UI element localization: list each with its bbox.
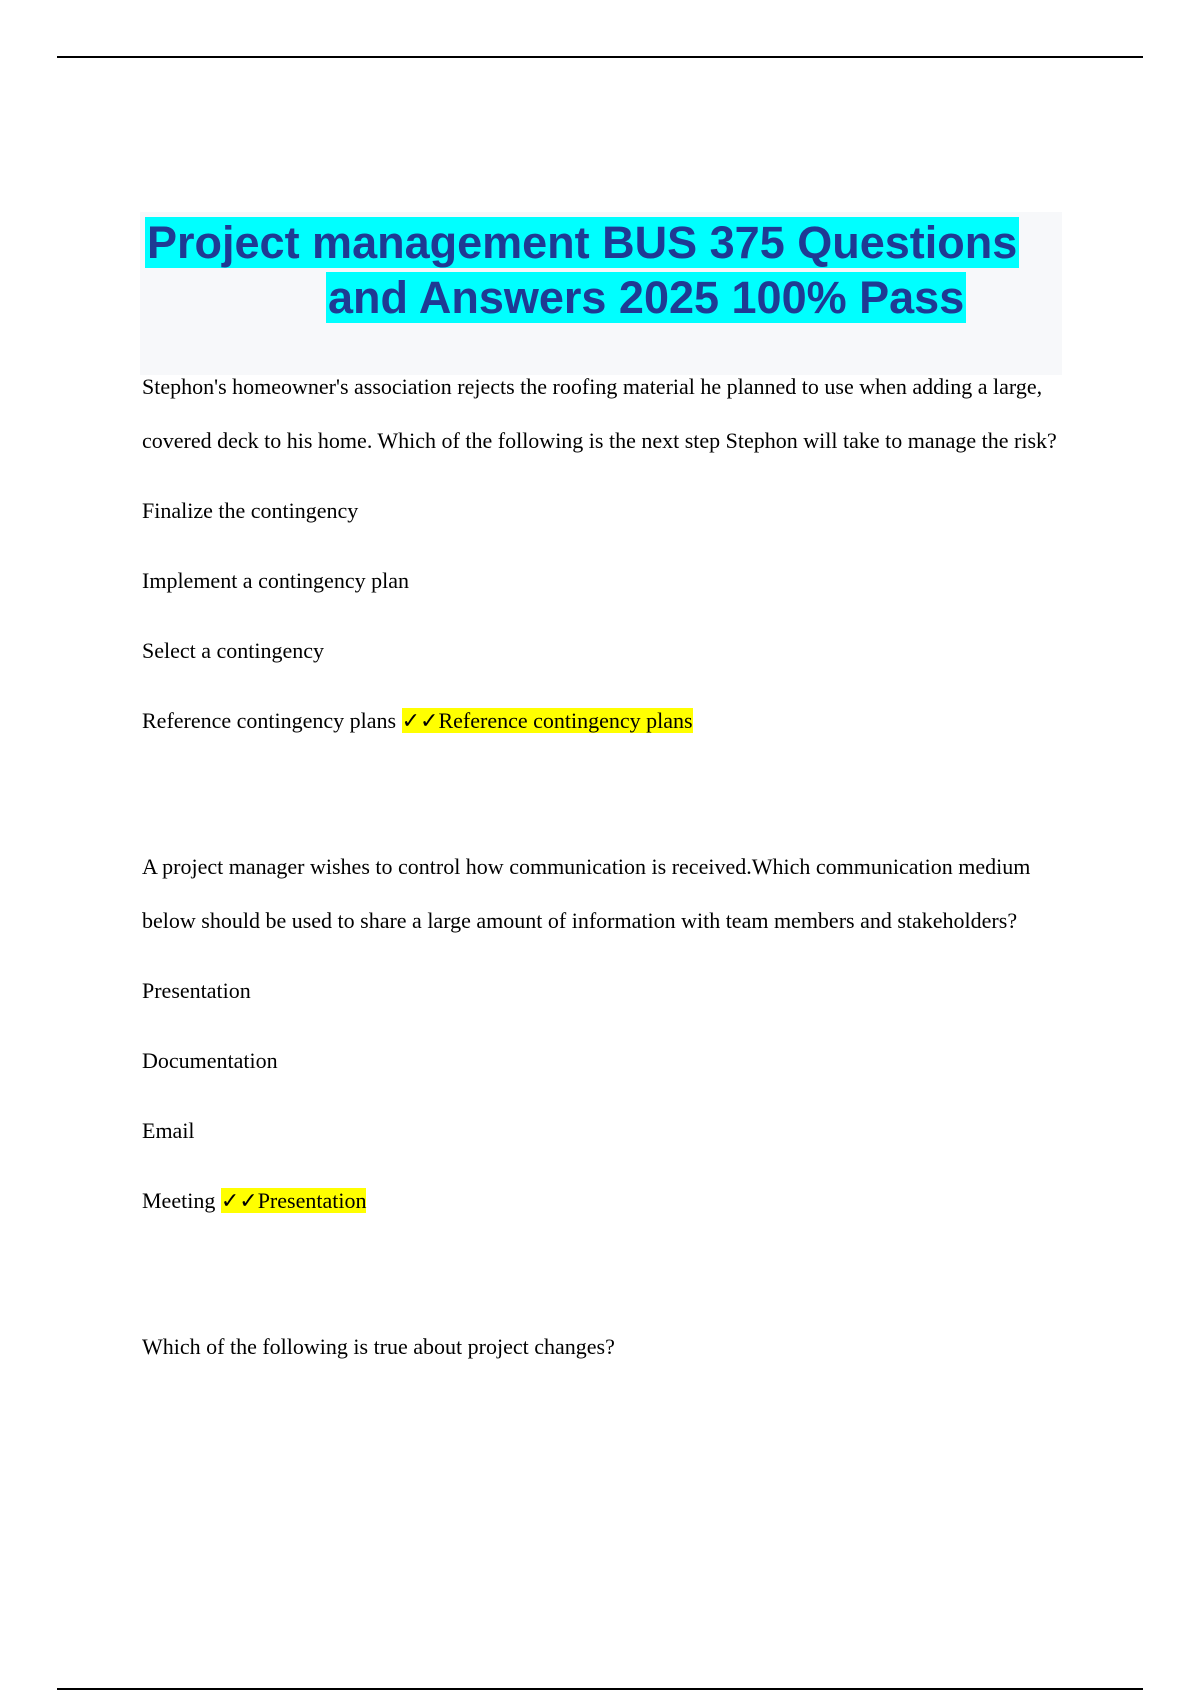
answer-option: Email bbox=[142, 1118, 195, 1143]
spacer bbox=[142, 748, 1062, 840]
top-rule bbox=[57, 56, 1143, 58]
document-title-line-2: and Answers 2025 100% Pass bbox=[328, 272, 965, 323]
question-text: A project manager wishes to control how communication is received.Which communication medium below should be used to share a large amount of information with team members and stakeholders? bbox=[142, 854, 1031, 933]
document-title-line-1: Project management BUS 375 Questions bbox=[147, 217, 1018, 268]
answer-option-last bbox=[142, 1174, 1062, 1228]
answer-option: Presentation bbox=[142, 978, 251, 1003]
correct-answer-highlight: ✓✓Presentation bbox=[220, 1188, 367, 1213]
spacer bbox=[142, 1228, 1062, 1320]
bottom-rule bbox=[57, 1688, 1143, 1690]
answer-option: Implement a contingency plan bbox=[142, 568, 409, 593]
question-block-3 bbox=[142, 1320, 1062, 1374]
question-block-2 bbox=[142, 840, 1062, 1228]
correct-answer-highlight: ✓✓Reference contingency plans bbox=[401, 708, 693, 733]
question-text: Stephon's homeowner's association rejects the roofing material he planned to use when adding a large, covered deck to his home. Which of the following is the next step Stephon will take to manage the risk? bbox=[142, 374, 1057, 453]
answer-option-text: Meeting bbox=[142, 1188, 216, 1213]
answer-option: Select a contingency bbox=[142, 638, 325, 663]
question-block-1 bbox=[142, 360, 1062, 748]
document-body bbox=[142, 360, 1062, 1374]
question-text: Which of the following is true about project changes? bbox=[142, 1334, 615, 1359]
answer-option: Finalize the contingency bbox=[142, 498, 359, 523]
answer-option-text: Reference contingency plans bbox=[142, 708, 397, 733]
answer-option-last bbox=[142, 694, 1062, 748]
answer-option: Documentation bbox=[142, 1048, 278, 1073]
